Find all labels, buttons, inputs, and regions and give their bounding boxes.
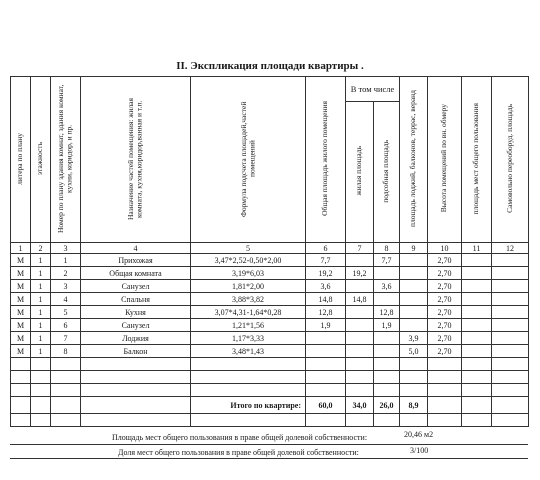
cell-lit: М <box>11 254 31 267</box>
cell-height: 2,70 <box>428 293 462 306</box>
cell-num: 2 <box>51 267 81 280</box>
cell-lit: М <box>11 267 31 280</box>
table-row <box>11 332 529 345</box>
cell-formula: 3,88*3,82 <box>191 293 306 306</box>
cell-balcony <box>400 319 428 332</box>
cell-total <box>306 345 346 358</box>
cell-aux: 12,8 <box>374 306 400 319</box>
cell-total: 14,8 <box>306 293 346 306</box>
table-row <box>11 254 529 267</box>
cell-aux <box>374 267 400 280</box>
cell-formula: 1,81*2,00 <box>191 280 306 293</box>
cell-formula: 3,07*4,31-1,64*0,28 <box>191 306 306 319</box>
column-numbers-row: 1 2 3 4 5 6 7 8 9 10 11 12 <box>11 243 529 254</box>
cell-living: 14,8 <box>346 293 374 306</box>
cell-lit: М <box>11 293 31 306</box>
totals-label: Итого по квартире: <box>191 397 306 414</box>
cell-formula: 1,17*3,33 <box>191 332 306 345</box>
header-common-area: площадь мест общего пользования <box>462 77 492 243</box>
table-row <box>11 267 529 280</box>
cell-num: 1 <box>51 254 81 267</box>
cell-lit: М <box>11 280 31 293</box>
totals-total: 60,0 <box>306 397 346 414</box>
header-total-area: Общая площадь жилого помещения <box>306 77 346 243</box>
cell-num: 3 <box>51 280 81 293</box>
cell-total <box>306 332 346 345</box>
cell-living <box>346 332 374 345</box>
cell-name: Кухня <box>81 306 191 319</box>
cell-floor: 1 <box>31 306 51 319</box>
cell-balcony <box>400 293 428 306</box>
header-unauthorized: Самовольно переоборуд. площадь <box>492 77 529 243</box>
explication-table <box>10 76 529 427</box>
cell-floor: 1 <box>31 293 51 306</box>
cell-total: 7,7 <box>306 254 346 267</box>
totals-aux: 26,0 <box>374 397 400 414</box>
cell-lit: М <box>11 345 31 358</box>
cell-floor: 1 <box>31 345 51 358</box>
header-aux: подсобная площадь <box>374 102 400 243</box>
cell-living <box>346 319 374 332</box>
common-area-value: 20,46 м2 <box>404 430 434 439</box>
table-row <box>11 345 529 358</box>
common-area-label: Площадь мест общего пользования в праве общей долевой собственности: <box>112 433 368 442</box>
cell-living <box>346 345 374 358</box>
cell-aux: 7,7 <box>374 254 400 267</box>
cell-height: 2,70 <box>428 280 462 293</box>
header-purpose: Назначение частей помещения: жилая комната, кухня,коридор,ванная и т.п. <box>81 77 191 243</box>
cell-total: 1,9 <box>306 319 346 332</box>
cell-name: Санузел <box>81 319 191 332</box>
cell-formula: 1,21*1,56 <box>191 319 306 332</box>
cell-formula: 3,19*6,03 <box>191 267 306 280</box>
cell-floor: 1 <box>31 332 51 345</box>
cell-name: Лоджия <box>81 332 191 345</box>
cell-aux <box>374 332 400 345</box>
header-balcony: площадь лоджий, балконов, террас, веранд <box>400 77 428 243</box>
cell-num: 6 <box>51 319 81 332</box>
table-row <box>11 280 529 293</box>
cell-height: 2,70 <box>428 267 462 280</box>
cell-balcony <box>400 280 428 293</box>
cell-num: 5 <box>51 306 81 319</box>
cell-living <box>346 280 374 293</box>
cell-floor: 1 <box>31 267 51 280</box>
header-formula: Формула подсчета площадей,частей помещений <box>191 77 306 243</box>
cell-name: Санузел <box>81 280 191 293</box>
cell-num: 7 <box>51 332 81 345</box>
cell-balcony <box>400 267 428 280</box>
cell-living <box>346 254 374 267</box>
cell-living <box>346 306 374 319</box>
share-value: 3/100 <box>410 446 429 455</box>
cell-height: 2,70 <box>428 254 462 267</box>
cell-total: 12,8 <box>306 306 346 319</box>
totals-row <box>11 397 529 414</box>
totals-living: 34,0 <box>346 397 374 414</box>
cell-formula: 3,48*1,43 <box>191 345 306 358</box>
cell-height: 2,70 <box>428 306 462 319</box>
cell-total: 19,2 <box>306 267 346 280</box>
cell-name: Спальня <box>81 293 191 306</box>
cell-aux <box>374 293 400 306</box>
cell-height: 2,70 <box>428 319 462 332</box>
header-room-number: Номер по плану здания комнат, здания комнат, кухни, коридор, и пр. <box>51 77 81 243</box>
cell-aux: 3,6 <box>374 280 400 293</box>
cell-name: Балкон <box>81 345 191 358</box>
cell-name: Общая комната <box>81 267 191 280</box>
table-row <box>11 293 529 306</box>
header-floor: этажность <box>31 77 51 243</box>
cell-height: 2,70 <box>428 345 462 358</box>
cell-floor: 1 <box>31 280 51 293</box>
cell-num: 8 <box>51 345 81 358</box>
cell-lit: М <box>11 332 31 345</box>
cell-floor: 1 <box>31 254 51 267</box>
header-living: жилая площадь <box>346 102 374 243</box>
page-title: II. Экспликация площади квартиры . <box>176 60 364 72</box>
cell-total: 3,6 <box>306 280 346 293</box>
cell-balcony <box>400 254 428 267</box>
cell-floor: 1 <box>31 319 51 332</box>
cell-lit: М <box>11 306 31 319</box>
cell-lit: М <box>11 319 31 332</box>
cell-height: 2,70 <box>428 332 462 345</box>
share-label: Доля мест общего пользования в праве общей долевой собственности: <box>118 448 359 457</box>
cell-balcony: 5,0 <box>400 345 428 358</box>
totals-balcony: 8,9 <box>400 397 428 414</box>
header-height: Высота помещений по вн. обмеру <box>428 77 462 243</box>
header-liter: литера по плану <box>11 77 31 243</box>
cell-balcony: 3,9 <box>400 332 428 345</box>
header-group: В том числе <box>346 77 400 102</box>
cell-living: 19,2 <box>346 267 374 280</box>
cell-aux: 1,9 <box>374 319 400 332</box>
cell-num: 4 <box>51 293 81 306</box>
cell-name: Прихожая <box>81 254 191 267</box>
cell-aux <box>374 345 400 358</box>
cell-formula: 3,47*2,52-0,50*2,00 <box>191 254 306 267</box>
cell-balcony <box>400 306 428 319</box>
table-row <box>11 306 529 319</box>
table-row <box>11 319 529 332</box>
